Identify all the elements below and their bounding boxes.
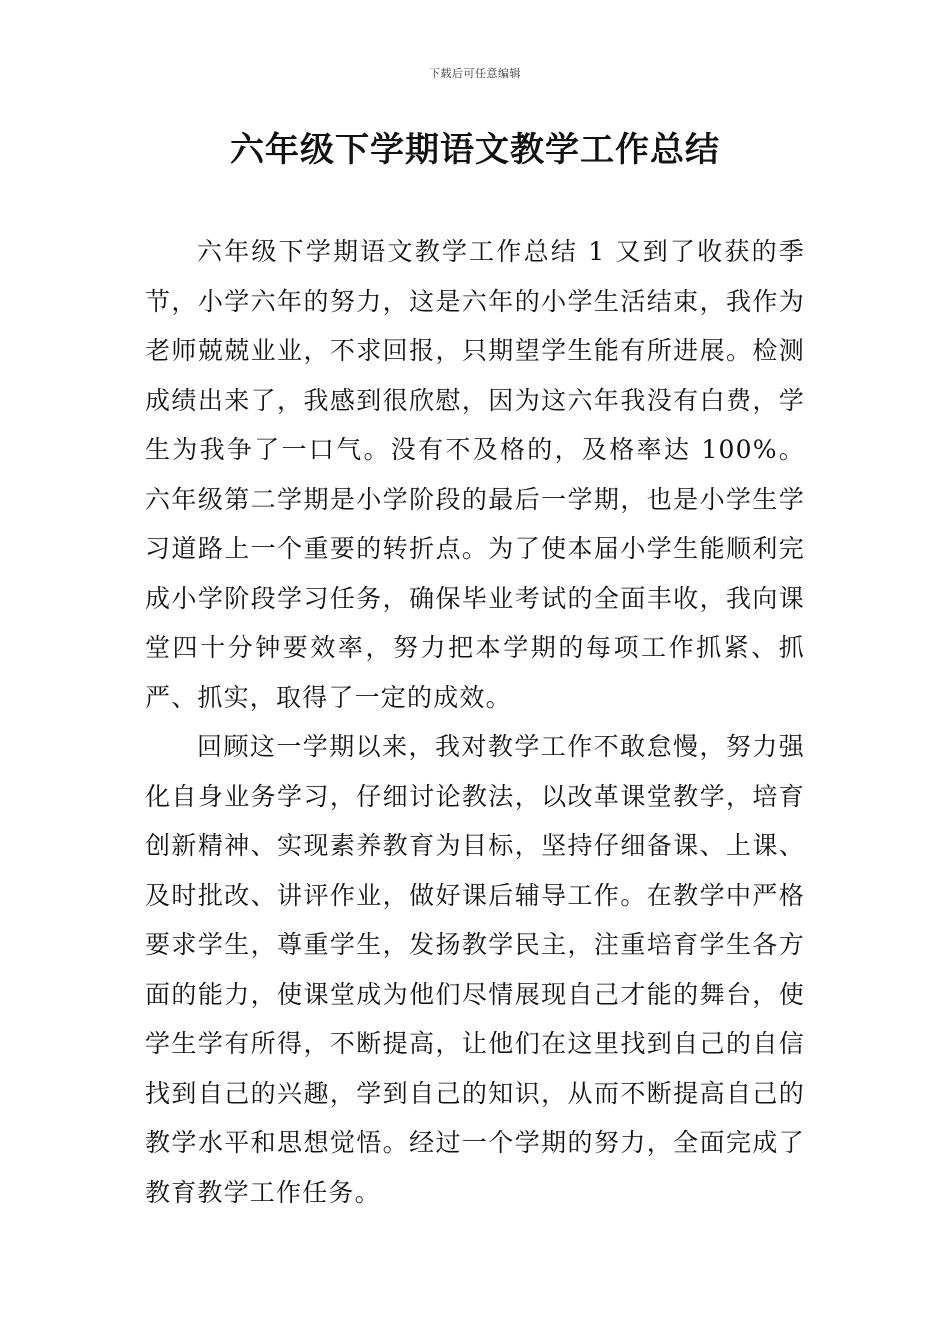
document-body [145,227,805,1217]
paragraph-2: 回顾这一学期以来，我对教学工作不敢怠慢，努力强化自身业务学习，仔细讨论教法，以改革课堂教学，培育创新精神、实现素养教育为目标，坚持仔细备课、上课、及时批改、讲评作业，做好课后辅导工作。在教学中严格要求学生，尊重学生，发扬教学民主，注重培育学生各方面的能力，使课堂成为他们尽情展现自己才能的舞台，使学生学有所得，不断提高，让他们在这里找到自己的自信找到自己的兴趣，学到自己的知识，从而不断提高自己的教学水平和思想觉悟。经过一个学期的努力，全面完成了教育教学工作任务。 [145,732,805,1207]
document-title: 六年级下学期语文教学工作总结 [230,130,720,170]
paragraph-1: 六年级下学期语文教学工作总结 1 又到了收获的季节，小学六年的努力，这是六年的小学生活结束，我作为老师兢兢业业，不求回报，只期望学生能有所进展。检测成绩出来了，我感到很欣慰，因为这六年我没有白费，学生为我争了一口气。没有不及格的，及格率达 100%。六年级第二学期是小学阶段的最后一学期，也是小学生学习道路上一个重要的转折点。为了使本届小学生能顺利完成小学阶段学习任务，确保毕业考试的全面丰收，我向课堂四十分钟要效率，努力把本学期的每项工作抓紧、抓严、抓实，取得了一定的成效。 [145,237,805,712]
header-note: 下载后可任意编辑 [429,67,521,80]
